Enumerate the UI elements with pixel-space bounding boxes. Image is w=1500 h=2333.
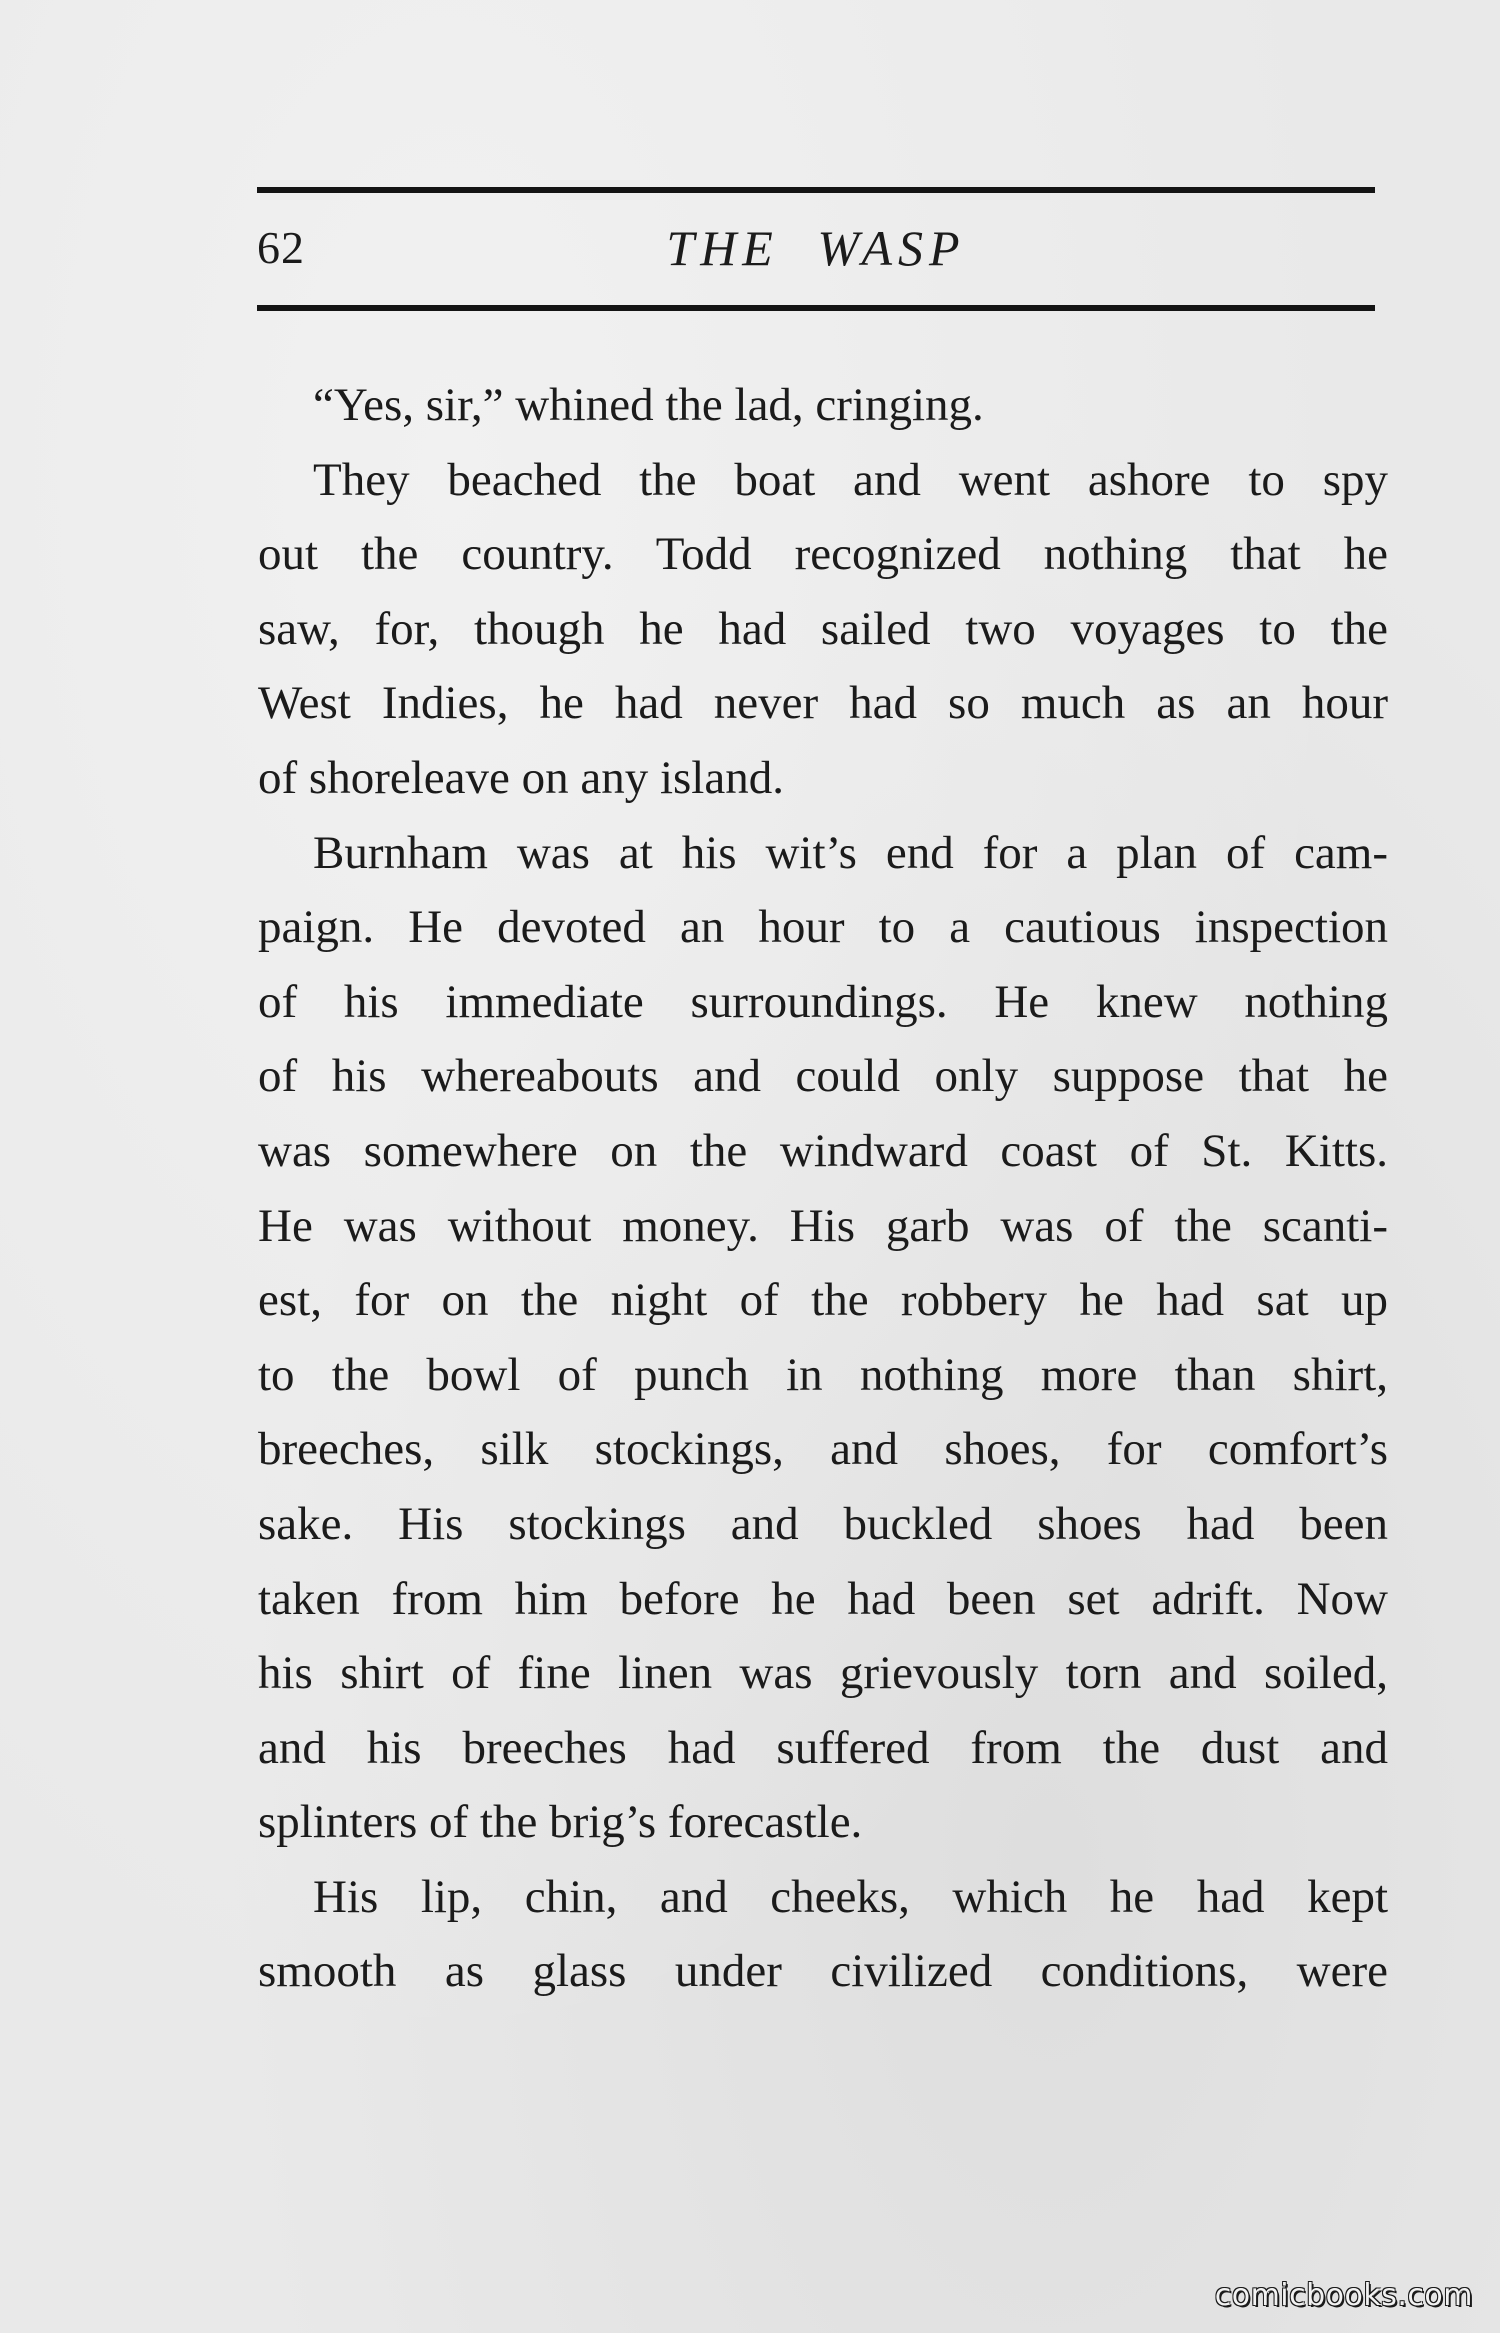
text-line: his shirt of fine linen was grievously torn and soiled, [258, 1647, 1388, 1700]
text-line: and his breeches had suffered from the dust and [258, 1721, 1388, 1774]
text-line: saw, for, though he had sailed two voyages to the [258, 602, 1388, 655]
text-line: smooth as glass under civilized conditions, were [258, 1945, 1388, 1998]
header-rule-top [257, 187, 1375, 193]
text-line: Burnham was at his wit’s end for a plan of cam- [313, 826, 1388, 879]
page-number: 62 [257, 222, 305, 273]
text-line: est, for on the night of the robbery he had sat up [258, 1274, 1388, 1327]
running-title: THE WASP [666, 220, 966, 276]
text-line: West Indies, he had never had so much as an hour [258, 677, 1388, 730]
text-line: His lip, chin, and cheeks, which he had kept [313, 1870, 1388, 1923]
text-line: He was without money. His garb was of the scanti- [258, 1199, 1388, 1252]
text-line: to the bowl of punch in nothing more than shirt, [258, 1348, 1388, 1401]
text-line: taken from him before he had been set adrift. Now [258, 1572, 1388, 1625]
text-line: paign. He devoted an hour to a cautious inspection [258, 901, 1388, 954]
text-line: “Yes, sir,” whined the lad, cringing. [313, 379, 984, 431]
text-line: breeches, silk stockings, and shoes, for comfort’s [258, 1423, 1388, 1476]
header-rule-bottom [257, 305, 1375, 311]
body-text [258, 368, 1388, 2009]
running-header [257, 210, 1375, 290]
text-line: out the country. Todd recognized nothing that he [258, 528, 1388, 581]
text-line: of his whereabouts and could only suppose that he [258, 1050, 1388, 1103]
text-line: splinters of the brig’s forecastle. [258, 1796, 863, 1849]
text-line: They beached the boat and went ashore to spy [313, 453, 1388, 506]
text-line: sake. His stockings and buckled shoes had been [258, 1497, 1388, 1550]
watermark: comicbooks.com [1214, 2278, 1473, 2313]
text-line: was somewhere on the windward coast of St. Kitts. [258, 1124, 1388, 1177]
text-line: of his immediate surroundings. He knew nothing [258, 975, 1388, 1028]
text-line: of shoreleave on any island. [258, 751, 784, 804]
